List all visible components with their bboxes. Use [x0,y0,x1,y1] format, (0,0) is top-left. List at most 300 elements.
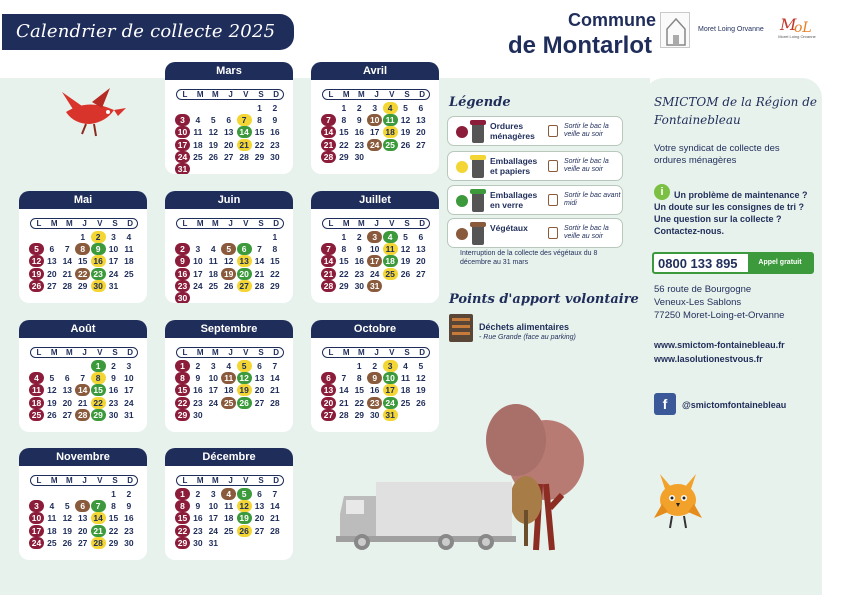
calendar-day: 11 [193,127,203,138]
weekday-label: M [196,219,204,228]
calendar-day: 9 [356,115,362,126]
collection-day-om: 1 [175,488,190,500]
collection-day-vg: 23 [367,397,382,409]
calendar-day: 7 [341,373,347,384]
calendar-day: 20 [254,513,265,524]
calendar-day: 16 [193,385,203,396]
calendar-day: 20 [47,268,57,279]
calendar-day: 31 [108,280,119,291]
collection-day-em: 16 [91,255,106,267]
collection-day-ev: 24 [383,397,398,409]
weekday-label: J [374,90,379,99]
weekday-header [30,475,138,486]
collection-day-om: 12 [29,255,44,267]
collection-day-om: 25 [29,409,44,421]
weekday-label: S [404,90,410,99]
calendar-day: 19 [47,397,57,408]
calendar-day: 2 [372,361,378,371]
website-link-2[interactable]: www.lasolutionestvous.fr [654,354,763,364]
legend-note: Sortir le bac avant midi [564,192,621,207]
calendar-day: 15 [254,127,265,138]
weekday-label: S [112,348,118,357]
calendar-day: 20 [62,397,73,408]
collection-day-ev: 21 [91,525,106,537]
calendar-day: 27 [47,280,57,291]
calendar-day: 13 [223,127,234,138]
weekday-label: J [82,476,87,485]
weekday-label: D [127,219,134,228]
calendar-day: 19 [208,139,219,150]
collection-day-om: 21 [321,139,336,151]
calendar-day: 13 [47,256,57,267]
calendar-day: 26 [400,268,411,279]
apport-title: Points d'apport volontaire [449,292,639,307]
weekday-label: L [182,348,188,357]
weekday-label: V [97,476,103,485]
calendar-day: 9 [195,501,201,512]
month-mars [165,62,293,174]
collection-day-om: 6 [321,372,336,384]
weekday-label: J [374,348,379,357]
calendar-day: 16 [354,127,365,138]
calendar-day: 11 [124,244,134,255]
calendar-day: 11 [224,501,234,512]
truck-and-trees-illustration [336,400,606,556]
weekday-label: M [212,348,219,357]
legend-color-dot [456,228,468,240]
calendar-day: 14 [254,256,265,267]
commune-crest-logo [660,12,690,48]
calendar-day: 16 [108,385,119,396]
calendar-day: 29 [108,537,119,548]
weekday-label: M [196,476,204,485]
calendar-day: 27 [254,525,265,536]
calendar-day: 22 [354,397,365,408]
calendar-day: 17 [124,385,134,396]
collection-day-vg: 4 [221,488,236,500]
calendar-day: 3 [126,361,132,371]
collection-day-om: 28 [321,151,336,163]
weekday-label: M [342,219,350,228]
collection-day-ev: 9 [91,243,106,255]
calendar-day: 14 [270,373,280,384]
website-link-1[interactable]: www.smictom-fontainebleau.fr [654,340,785,350]
calendar-day: 1 [80,232,86,242]
collection-day-om: 7 [321,243,336,255]
bin-lid-icon [470,222,486,227]
calendar-day: 24 [193,280,203,291]
calendar-day: 1 [272,232,278,242]
calendar-day: 17 [369,127,380,138]
calendar-day: 23 [193,525,203,536]
collection-day-em: 21 [237,139,252,151]
calendar-day: 26 [62,537,73,548]
collection-day-ev: 1 [91,360,106,372]
collection-day-em: 28 [91,537,106,549]
calendar-day: 25 [400,397,411,408]
weekday-label: M [358,348,365,357]
calendar-day: 26 [223,280,234,291]
calendar-icon [548,194,558,206]
calendar-day: 30 [369,409,380,420]
collection-day-ev: 18 [383,255,398,267]
calendar-day: 20 [254,385,265,396]
weekday-label: M [212,219,219,228]
weekday-label: S [258,219,264,228]
calendar-day: 16 [369,385,380,396]
weekday-label: V [243,90,249,99]
legend-item-ev [447,185,623,215]
calendar-day: 10 [208,373,219,384]
commune-name: de Montarlot [508,32,652,59]
calendar-day: 23 [354,268,365,279]
calendar-day: 27 [223,151,234,162]
calendar-day: 3 [372,103,378,113]
weekday-label: L [36,476,42,485]
weekday-header [176,89,284,100]
calendar-day: 23 [124,525,134,536]
address-line-1: 56 route de Bourgogne [654,284,752,295]
calendar-day: 4 [226,361,232,371]
calendar-day: 24 [208,397,219,408]
collection-day-om: 29 [175,537,190,549]
weekday-label: L [182,476,188,485]
calendar-day: 10 [193,256,203,267]
collection-day-ev: 29 [91,409,106,421]
calendar-day: 30 [354,280,365,291]
month-juillet [311,191,439,303]
calendar-day: 30 [124,537,134,548]
collection-day-vg: 11 [221,372,236,384]
collection-day-om: 21 [321,268,336,280]
calendar-day: 12 [400,244,411,255]
collection-day-om: 13 [321,384,336,396]
collection-day-om: 16 [175,268,190,280]
calendar-icon [548,160,558,172]
calendar-day: 25 [208,280,219,291]
calendar-day: 30 [270,151,280,162]
month-name: Décembre [165,448,293,466]
calendar-day: 28 [254,280,265,291]
calendar-day: 18 [124,256,134,267]
collection-day-ev: 5 [237,488,252,500]
weekday-label: J [228,90,233,99]
calendar-day: 2 [195,361,201,371]
weekday-label: D [273,476,280,485]
month-avril [311,62,439,174]
weekday-label: D [419,348,426,357]
collection-day-om: 7 [321,114,336,126]
partner-logo-2-text: Moret Loing Orvanne [778,34,816,39]
weekday-label: J [228,219,233,228]
calendar-day: 26 [208,151,219,162]
calendar-day: 15 [339,127,349,138]
calendar-day: 28 [62,280,73,291]
collection-day-om: 19 [29,268,44,280]
weekday-label: S [404,219,410,228]
collection-day-om: 24 [29,537,44,549]
collection-day-vg: 19 [221,268,236,280]
weekday-label: V [243,348,249,357]
collection-day-om: 14 [321,126,336,138]
calendar-day: 22 [339,139,349,150]
weekday-label: D [273,348,280,357]
calendar-day: 2 [356,232,362,242]
collection-day-om: 31 [175,163,190,174]
collection-day-ev: 14 [237,126,252,138]
collection-day-om: 22 [175,397,190,409]
weekday-label: D [419,219,426,228]
calendar-day: 31 [124,409,134,420]
weekday-label: M [196,348,204,357]
weekday-label: L [36,348,42,357]
address-line-2: Veneux-Les Sablons [654,297,742,308]
collection-day-om: 18 [29,397,44,409]
collection-day-om: 22 [175,525,190,537]
calendar-day: 27 [416,139,426,150]
collection-day-vg: 5 [221,243,236,255]
calendar-day: 12 [47,385,57,396]
calendar-day: 29 [77,280,88,291]
calendar-day: 6 [257,489,262,499]
vegetaux-interruption-note: Interruption de la collecte des végétaux du 8 décembre au 31 mars [460,250,598,266]
collection-day-vg: 17 [367,255,382,267]
calendar-day: 9 [111,373,116,384]
collection-day-em: 25 [383,268,398,280]
month-décembre [165,448,293,560]
weekday-label: J [374,219,379,228]
weekday-label: V [243,476,249,485]
collection-day-om: 20 [321,397,336,409]
phone-box[interactable] [652,252,814,274]
calendar-day: 12 [223,256,234,267]
weekday-label: V [389,90,395,99]
calendar-day: 19 [416,385,426,396]
calendar-day: 1 [341,103,347,113]
weekday-label: D [273,90,280,99]
collection-day-em: 30 [91,280,106,292]
phone-number[interactable]: 0800 133 895 [658,256,738,271]
calendar-day: 27 [77,537,88,548]
calendar-day: 21 [62,268,73,279]
calendar-day: 21 [270,385,280,396]
calendar-day: 29 [354,409,365,420]
calendar-day: 27 [416,268,426,279]
collection-day-vg: 24 [367,139,382,151]
collection-day-em: 17 [383,384,398,396]
weekday-label: M [358,90,365,99]
collection-day-em: 27 [237,280,252,292]
calendar-day: 25 [47,537,57,548]
collection-day-em: 3 [383,360,398,372]
calendar-day: 9 [126,501,132,512]
calendar-day: 4 [403,361,408,371]
social-handle[interactable]: @smictomfontainebleau [682,400,787,410]
weekday-label: V [389,348,395,357]
calendar-day: 16 [354,256,365,267]
calendar-day: 22 [108,525,119,536]
calendar-day: 13 [254,373,265,384]
weekday-label: M [66,219,73,228]
weekday-header [176,347,284,358]
collection-day-em: 22 [91,397,106,409]
calendar-day: 27 [62,409,73,420]
weekday-label: J [82,219,87,228]
month-name: Octobre [311,320,439,338]
collection-day-om: 10 [29,512,44,524]
calendar-day: 7 [64,244,70,255]
calendar-day: 1 [257,103,262,113]
collection-day-om: 24 [175,151,190,163]
collection-day-vg: 22 [75,268,90,280]
calendar-day: 20 [77,525,88,536]
month-name: Mars [165,62,293,80]
help-text: Un problème de maintenance ? Un doute sur les consignes de tri ? Une question sur la collecte ? Contactez-nous. [654,190,808,236]
calendar-day: 21 [77,397,88,408]
orange-bird-illustration [650,470,706,530]
calendar-day: 21 [339,397,349,408]
calendar-day: 12 [416,373,426,384]
collection-day-vg: 14 [75,384,90,396]
svg-text:oL: oL [794,20,812,36]
weekday-label: S [112,219,118,228]
calendar-day: 11 [208,256,218,267]
collection-day-em: 26 [237,525,252,537]
calendar-day: 8 [341,244,347,255]
calendar-day: 8 [341,115,347,126]
calendar-day: 5 [210,115,216,126]
month-juin [165,191,293,303]
legend-item-em [447,151,623,181]
calendar-day: 21 [270,513,280,524]
facebook-icon[interactable]: f [654,393,676,415]
weekday-label: M [212,90,219,99]
compost-bin-icon [449,314,473,342]
weekday-label: S [112,476,118,485]
bin-lid-icon [470,189,486,194]
month-mai [19,191,147,303]
collection-day-em: 11 [383,243,398,255]
weekday-label: M [212,476,219,485]
weekday-header [176,218,284,229]
weekday-label: D [419,90,426,99]
month-name: Juin [165,191,293,209]
weekday-label: V [389,219,395,228]
organization-name: SMICTOM de la Région de Fontainebleau [654,95,817,127]
calendar-day: 1 [356,361,362,371]
calendar-day: 17 [208,513,219,524]
weekday-label: J [82,348,87,357]
calendar-day: 15 [354,385,365,396]
legend-title: Légende [449,95,511,110]
calendar-day: 20 [223,139,234,150]
collection-day-em: 14 [91,512,106,524]
calendar-day: 3 [210,361,216,371]
calendar-day: 10 [369,244,380,255]
calendar-day: 30 [108,409,119,420]
calendar-day: 6 [257,361,262,371]
weekday-header [322,89,430,100]
calendar-day: 26 [47,409,57,420]
calendar-day: 14 [339,385,349,396]
calendar-day: 2 [356,103,362,113]
calendar-day: 1 [111,489,116,499]
calendar-day: 1 [341,232,347,242]
weekday-label: L [328,348,334,357]
weekday-label: M [50,348,58,357]
calendar-day: 25 [193,151,203,162]
collection-day-em: 7 [237,114,252,126]
svg-text:M: M [780,15,797,34]
calendar-day: 2 [272,103,278,113]
legend-color-dot [456,161,468,173]
calendar-day: 9 [272,115,278,126]
calendar-day: 29 [270,280,280,291]
calendar-day: 5 [49,373,55,384]
calendar-day: 5 [64,501,70,512]
weekday-label: L [182,219,188,228]
calendar-day: 15 [108,513,119,524]
partner-logo-1: Moret Loing Orvanne [698,26,764,33]
calendar-day: 23 [193,397,203,408]
calendar-day: 6 [49,244,55,255]
month-name: Avril [311,62,439,80]
collection-day-vg: 6 [75,500,90,512]
collection-day-vg: 8 [75,243,90,255]
commune-label: Commune [568,10,657,30]
weekday-label: M [358,219,365,228]
collection-day-vg: 3 [367,231,382,243]
calendar-day: 23 [354,139,365,150]
collection-day-om: 10 [175,126,190,138]
calendar-day: 28 [270,525,280,536]
calendar-icon [548,125,558,137]
calendar-day: 22 [254,139,265,150]
calendar-day: 17 [208,385,219,396]
calendar-day: 7 [80,373,86,384]
calendar-day: 30 [193,409,203,420]
weekday-label: M [50,219,58,228]
calendar-day: 24 [124,397,134,408]
weekday-label: M [66,348,73,357]
calendar-day: 20 [416,127,426,138]
collection-day-vg: 10 [367,114,382,126]
weekday-header [322,218,430,229]
weekday-label: S [258,348,264,357]
collection-day-ev: 7 [91,500,106,512]
calendar-day: 18 [223,385,234,396]
weekday-label: J [228,476,233,485]
collection-day-om: 30 [175,292,190,303]
collection-day-om: 4 [29,372,44,384]
collection-day-em: 19 [237,384,252,396]
collection-day-em: 31 [383,409,398,421]
month-septembre [165,320,293,432]
calendar-day: 21 [254,268,265,279]
calendar-day: 28 [239,151,249,162]
calendar-day: 8 [257,115,262,126]
calendar-day: 18 [193,139,203,150]
calendar-day: 28 [270,397,280,408]
calendar-day: 7 [272,489,278,499]
legend-label: Végétaux [490,223,528,233]
collection-day-em: 12 [237,500,252,512]
calendar-day: 5 [418,361,424,371]
collection-day-ev: 15 [91,384,106,396]
collection-day-om: 8 [175,372,190,384]
collection-day-ev: 4 [383,231,398,243]
page-title: Calendrier de collecte 2025 [2,14,294,50]
